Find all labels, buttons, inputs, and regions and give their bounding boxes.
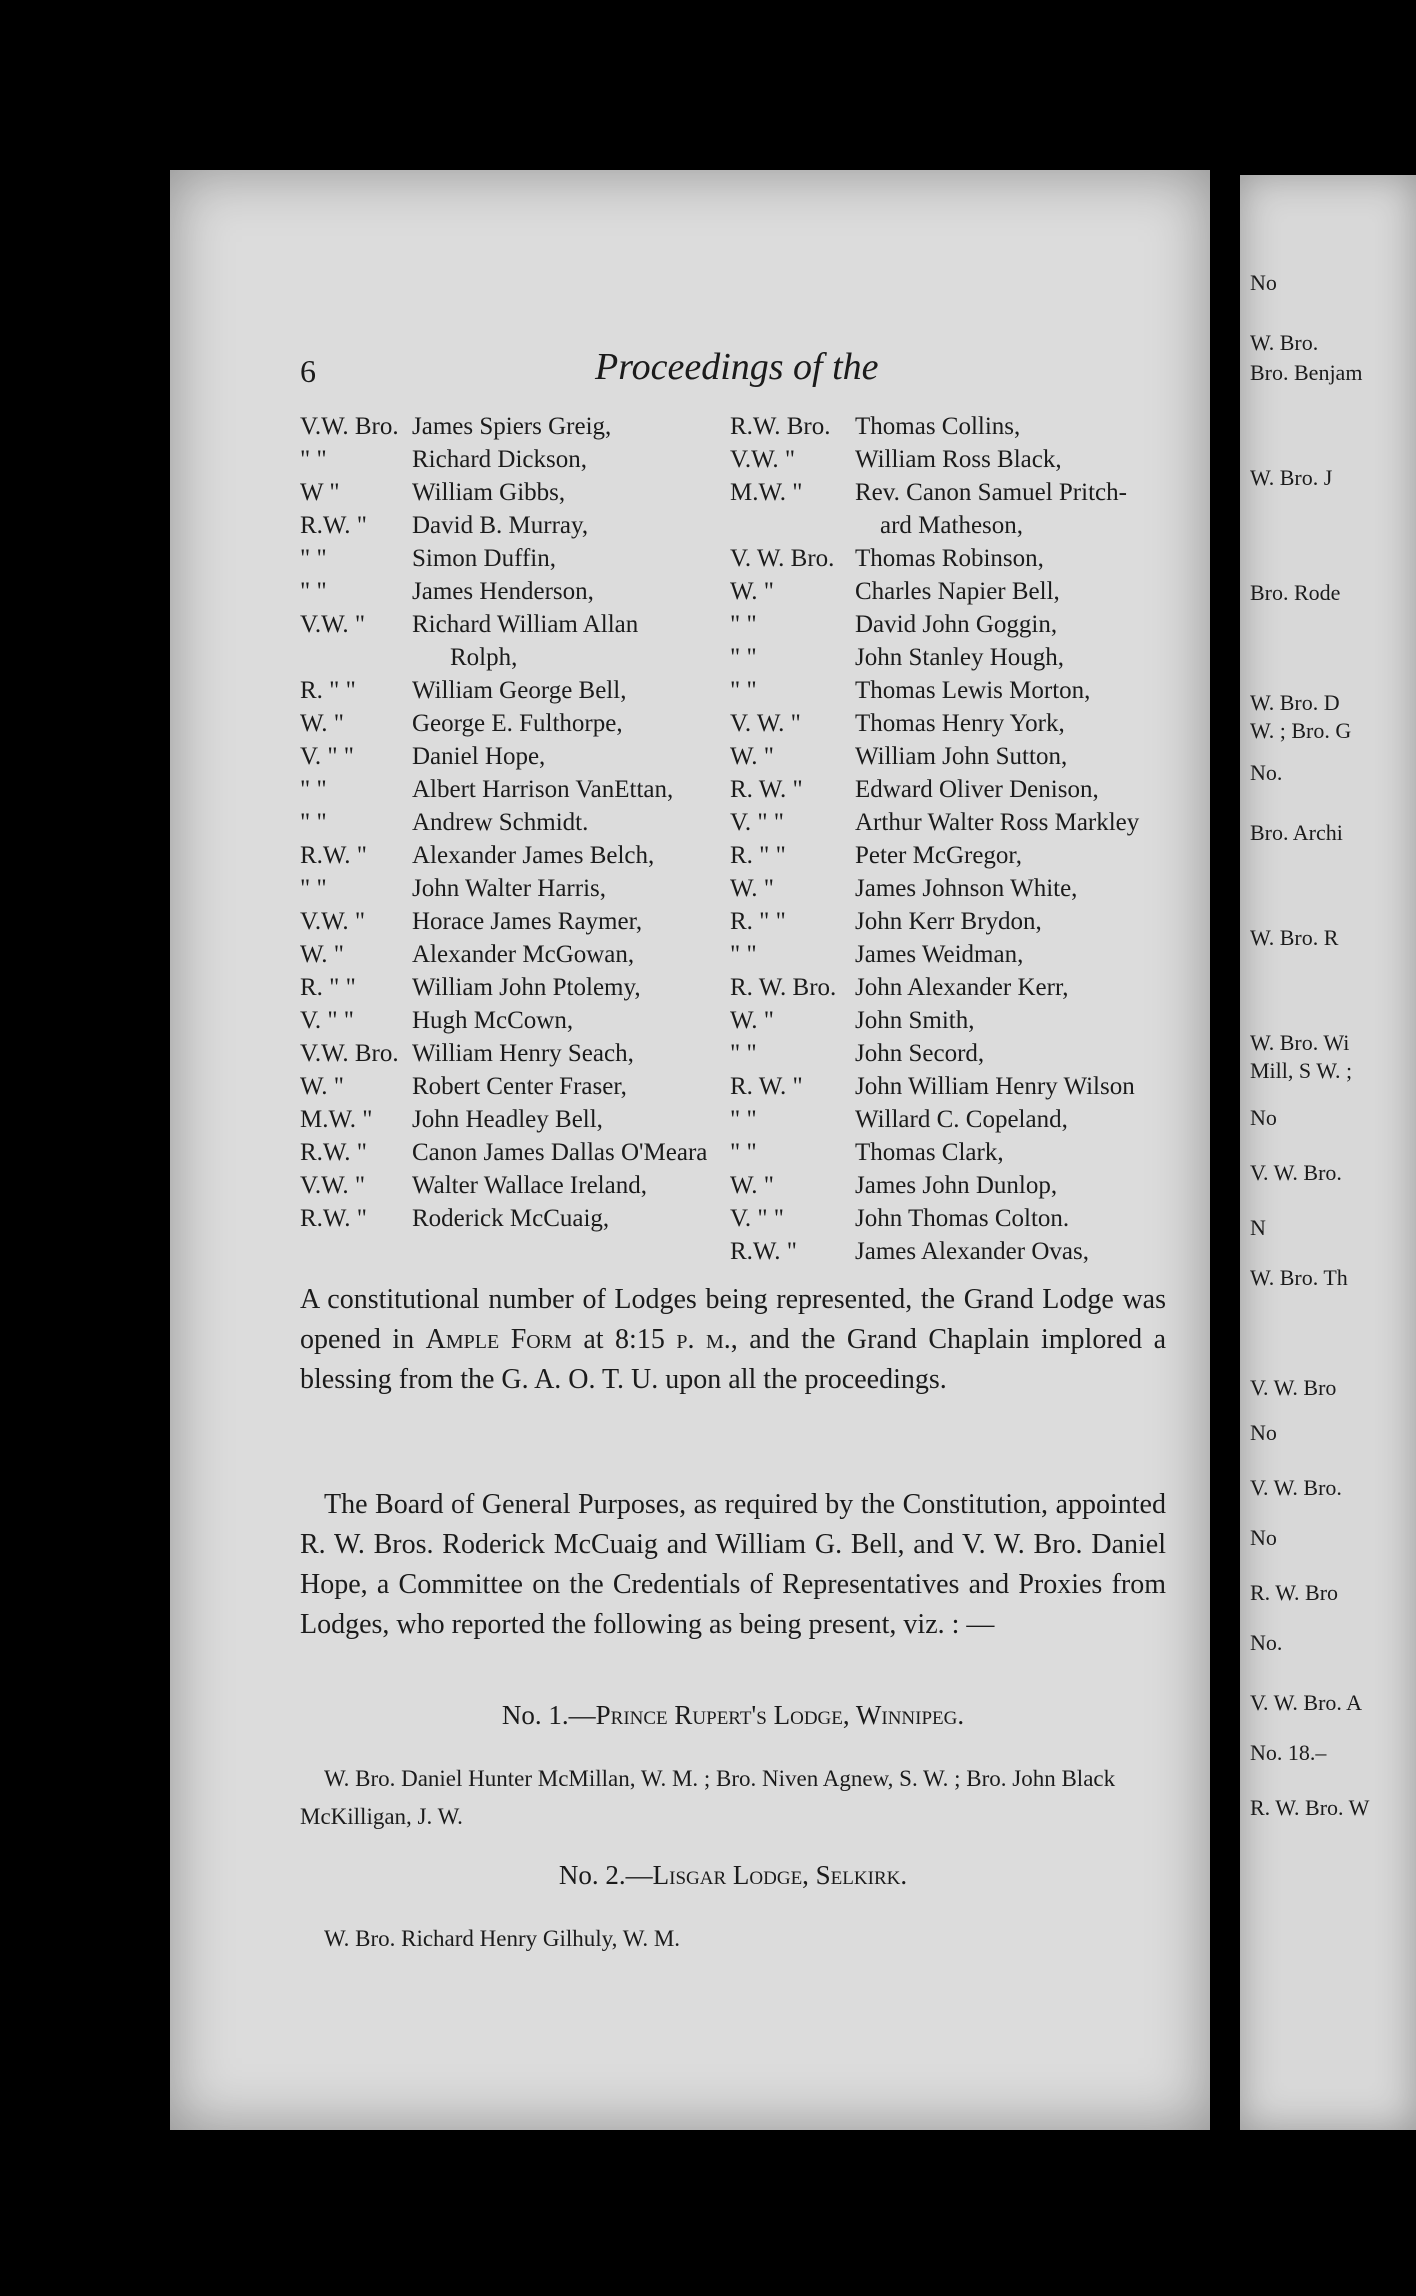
member-row	[300, 905, 730, 938]
member-row	[730, 1202, 1180, 1235]
member-row	[730, 443, 1180, 476]
member-rank: R.W. Bro.	[730, 413, 831, 440]
member-name: John William Henry Wilson	[855, 1073, 1135, 1100]
next-page-fragment: R. W. Bro	[1250, 1580, 1339, 1605]
member-row	[730, 674, 1180, 707]
member-rank: W. "	[300, 710, 345, 737]
member-row	[300, 575, 730, 608]
member-row	[300, 542, 730, 575]
next-page-fragment: No.	[1250, 1630, 1283, 1655]
member-name: John Alexander Kerr,	[855, 974, 1069, 1001]
member-name: Richard William Allan	[412, 611, 639, 638]
member-rank: R.W. "	[730, 1238, 797, 1265]
member-rank: " "	[730, 677, 757, 704]
next-page-fragment: V. W. Bro	[1250, 1375, 1337, 1400]
member-row	[300, 971, 730, 1004]
next-page-fragment: Mill, S W. ;	[1250, 1058, 1353, 1083]
member-rank: " "	[300, 446, 327, 473]
member-row	[300, 608, 730, 641]
document-page	[170, 170, 1210, 2130]
member-rank: V.W. "	[730, 446, 796, 473]
time-pm: p. m.	[676, 1324, 731, 1355]
member-row	[300, 1004, 730, 1037]
member-row	[730, 1235, 1180, 1268]
member-name: Daniel Hope,	[412, 743, 546, 770]
member-rank: R. W. "	[730, 776, 803, 803]
member-rank: R.W. "	[300, 1205, 367, 1232]
member-name: Alexander McGowan,	[412, 941, 635, 968]
member-name: William John Sutton,	[855, 743, 1068, 770]
member-name: John Headley Bell,	[412, 1106, 603, 1133]
member-row	[300, 1136, 730, 1169]
lodge-heading	[300, 1700, 1166, 1731]
next-page-edge	[1240, 175, 1416, 2130]
member-rank: R.W. "	[300, 842, 367, 869]
member-name: Edward Oliver Denison,	[855, 776, 1099, 803]
member-row	[730, 1037, 1180, 1070]
member-name: William George Bell,	[412, 677, 627, 704]
member-name: Thomas Clark,	[855, 1139, 1004, 1166]
member-rank: V. " "	[300, 743, 354, 770]
member-rank: W. "	[730, 875, 775, 902]
next-page-fragment: No. 18.–	[1250, 1740, 1327, 1765]
member-name: Roderick McCuaig,	[412, 1205, 610, 1232]
member-rank: R.W. "	[300, 1139, 367, 1166]
member-row	[730, 1169, 1180, 1202]
member-name: Charles Napier Bell,	[855, 578, 1060, 605]
member-rank: W. "	[730, 743, 775, 770]
member-rank: M.W. "	[300, 1106, 373, 1133]
next-page-fragment: W. Bro. D	[1250, 690, 1340, 715]
committee-paragraph: The Board of General Purposes, as required by the Constitution, appointed R. W. Bros. Roderick McCuaig and William G. Bell, and V. W. Bro. Daniel Hope, a Committee on the Credentials of Representatives and Proxies from Lodges, who reported the following as being present, viz. : —	[300, 1489, 1166, 1640]
member-rank: W. "	[300, 1073, 345, 1100]
member-row	[300, 1169, 730, 1202]
member-rank: R. W. "	[730, 1073, 803, 1100]
member-row	[730, 410, 1180, 443]
lodge-name: Prince Rupert's Lodge, Winnipeg.	[595, 1700, 965, 1730]
next-page-fragment: No	[1250, 1420, 1277, 1445]
member-rank: W. "	[730, 578, 775, 605]
member-rank: V. W. "	[730, 710, 801, 737]
member-row	[730, 938, 1180, 971]
member-row	[300, 476, 730, 509]
member-rank: V. " "	[730, 1205, 784, 1232]
member-name: William Gibbs,	[412, 479, 566, 506]
member-rank: W "	[300, 479, 340, 506]
member-rank: V. " "	[730, 809, 784, 836]
member-rank: " "	[730, 611, 757, 638]
member-row	[300, 443, 730, 476]
member-row	[300, 1037, 730, 1070]
member-name: ard Matheson,	[880, 512, 1024, 539]
member-row	[730, 806, 1180, 839]
next-page-fragment: V. W. Bro.	[1250, 1160, 1342, 1185]
next-page-fragment: No	[1250, 1105, 1277, 1130]
member-name: William John Ptolemy,	[412, 974, 641, 1001]
member-row	[730, 608, 1180, 641]
member-name: Rev. Canon Samuel Pritch-	[855, 479, 1127, 506]
next-page-fragment: W. ; Bro. G	[1250, 718, 1352, 743]
member-row	[730, 707, 1180, 740]
member-name: John Thomas Colton.	[855, 1205, 1070, 1232]
member-row	[300, 872, 730, 905]
member-name: John Kerr Brydon,	[855, 908, 1042, 935]
member-rank: R. " "	[730, 842, 786, 869]
member-rank: " "	[730, 941, 757, 968]
next-page-fragment: N	[1250, 1215, 1266, 1240]
member-name: Alexander James Belch,	[412, 842, 655, 869]
member-name: John Smith,	[855, 1007, 975, 1034]
opening-paragraph	[300, 1280, 1166, 1400]
next-page-fragment: Bro. Rode	[1250, 580, 1341, 605]
member-list	[300, 410, 1180, 1270]
member-name: Richard Dickson,	[412, 446, 587, 473]
page-header	[300, 345, 1160, 405]
opening-text-e: , and the Grand Chaplain implored a blessing from the G. A. O. T. U. upon all the proceedings.	[300, 1324, 1166, 1395]
member-row	[730, 773, 1180, 806]
member-rank: " "	[300, 875, 327, 902]
member-row	[730, 971, 1180, 1004]
next-page-fragment: W. Bro. Wi	[1250, 1030, 1350, 1055]
member-rank: W. "	[730, 1172, 775, 1199]
member-name: George E. Fulthorpe,	[412, 710, 623, 737]
member-row	[730, 1136, 1180, 1169]
lodge-number: No. 2.—	[558, 1860, 653, 1890]
member-column-left	[300, 410, 730, 1235]
member-rank: R. " "	[730, 908, 786, 935]
lodge-name: Lisgar Lodge, Selkirk.	[652, 1860, 908, 1890]
member-row	[730, 476, 1180, 509]
lodge-officers: W. Bro. Richard Henry Gilhuly, W. M.	[324, 1926, 681, 1951]
member-row	[300, 938, 730, 971]
member-row	[300, 740, 730, 773]
member-name: James Johnson White,	[855, 875, 1078, 902]
member-rank: " "	[300, 776, 327, 803]
member-name: David B. Murray,	[412, 512, 589, 539]
member-rank: R. W. Bro.	[730, 974, 837, 1001]
member-name: John Walter Harris,	[412, 875, 607, 902]
member-row	[300, 509, 730, 542]
member-row	[730, 740, 1180, 773]
member-name: Andrew Schmidt.	[412, 809, 589, 836]
member-name: Arthur Walter Ross Markley	[855, 809, 1140, 836]
lodge-officers: W. Bro. Daniel Hunter McMillan, W. M. ; Bro. Niven Agnew, S. W. ; Bro. John Black McKilligan, J. W.	[300, 1766, 1116, 1829]
member-rank: " "	[300, 809, 327, 836]
member-rank: V.W. Bro.	[300, 1040, 399, 1067]
next-page-fragment: Bro. Benjam	[1250, 360, 1363, 385]
member-name: Thomas Henry York,	[855, 710, 1065, 737]
member-rank: V.W. "	[300, 1172, 366, 1199]
opening-text-c: at 8:15	[571, 1324, 677, 1355]
member-rank: V. W. Bro.	[730, 545, 835, 572]
next-page-fragment: W. Bro. Th	[1250, 1265, 1348, 1290]
next-page-fragment: W. Bro. J	[1250, 465, 1333, 490]
member-row	[730, 839, 1180, 872]
member-row	[300, 707, 730, 740]
member-rank: " "	[730, 1106, 757, 1133]
member-name: Walter Wallace Ireland,	[412, 1172, 647, 1199]
member-row	[300, 674, 730, 707]
page-number: 6	[300, 353, 316, 389]
member-name: Rolph,	[450, 644, 518, 671]
member-rank: " "	[730, 1139, 757, 1166]
member-name: William Henry Seach,	[412, 1040, 634, 1067]
next-page-fragment: V. W. Bro.	[1250, 1475, 1342, 1500]
member-rank: V. " "	[300, 1007, 354, 1034]
member-column-right	[730, 410, 1180, 1268]
member-name: James Alexander Ovas,	[855, 1238, 1089, 1265]
page-title: Proceedings of the	[595, 346, 879, 388]
member-rank: M.W. "	[730, 479, 803, 506]
member-row	[730, 872, 1180, 905]
member-name: Willard C. Copeland,	[855, 1106, 1068, 1133]
next-page-fragment: No.	[1250, 760, 1283, 785]
next-page-fragment: No	[1250, 270, 1277, 295]
member-name: Thomas Collins,	[855, 413, 1021, 440]
member-name: David John Goggin,	[855, 611, 1058, 638]
member-rank: " "	[730, 1040, 757, 1067]
member-row	[730, 905, 1180, 938]
member-row	[730, 1103, 1180, 1136]
next-page-fragment: No	[1250, 1525, 1277, 1550]
member-row	[730, 1070, 1180, 1103]
next-page-fragment: W. Bro. R	[1250, 925, 1339, 950]
lodge-number: No. 1.—	[501, 1700, 596, 1730]
opening-text-a: A constitutional number of Lodges being represented, the Grand Lodge was opened in	[300, 1284, 1166, 1355]
member-row	[300, 773, 730, 806]
member-row	[300, 1070, 730, 1103]
member-rank: " "	[730, 644, 757, 671]
member-name: Thomas Robinson,	[855, 545, 1044, 572]
member-row	[730, 509, 1180, 542]
member-rank: " "	[300, 545, 327, 572]
member-name: Thomas Lewis Morton,	[855, 677, 1091, 704]
member-rank: R. " "	[300, 974, 356, 1001]
member-name: Simon Duffin,	[412, 545, 556, 572]
member-rank: W. "	[300, 941, 345, 968]
member-name: James Henderson,	[412, 578, 594, 605]
member-row	[300, 839, 730, 872]
member-row	[730, 641, 1180, 674]
member-name: John Secord,	[855, 1040, 985, 1067]
member-row	[730, 1004, 1180, 1037]
member-rank: V.W. "	[300, 611, 366, 638]
member-name: Hugh McCown,	[412, 1007, 574, 1034]
next-page-fragment: W. Bro.	[1250, 330, 1319, 355]
member-row	[300, 806, 730, 839]
member-name: Canon James Dallas O'Meara	[412, 1139, 708, 1166]
member-rank: R. " "	[300, 677, 356, 704]
lodge-heading	[300, 1860, 1166, 1891]
next-page-fragment: Bro. Archi	[1250, 820, 1343, 845]
member-name: Peter McGregor,	[855, 842, 1022, 869]
member-name: James John Dunlop,	[855, 1172, 1058, 1199]
member-rank: V.W. Bro.	[300, 413, 399, 440]
member-rank: V.W. "	[300, 908, 366, 935]
next-page-fragment: V. W. Bro. A	[1250, 1690, 1363, 1715]
member-row	[300, 641, 730, 674]
member-row	[300, 410, 730, 443]
member-name: William Ross Black,	[855, 446, 1062, 473]
member-row	[300, 1103, 730, 1136]
ample-form: Ample Form	[425, 1324, 572, 1355]
member-name: James Spiers Greig,	[412, 413, 612, 440]
member-rank: W. "	[730, 1007, 775, 1034]
member-row	[730, 575, 1180, 608]
member-rank: " "	[300, 578, 327, 605]
member-row	[300, 1202, 730, 1235]
member-rank: R.W. "	[300, 512, 367, 539]
member-name: Albert Harrison VanEttan,	[412, 776, 674, 803]
member-name: James Weidman,	[855, 941, 1024, 968]
member-name: Horace James Raymer,	[412, 908, 643, 935]
member-name: John Stanley Hough,	[855, 644, 1065, 671]
member-row	[730, 542, 1180, 575]
member-name: Robert Center Fraser,	[412, 1073, 627, 1100]
next-page-fragment: R. W. Bro. W	[1250, 1795, 1370, 1820]
